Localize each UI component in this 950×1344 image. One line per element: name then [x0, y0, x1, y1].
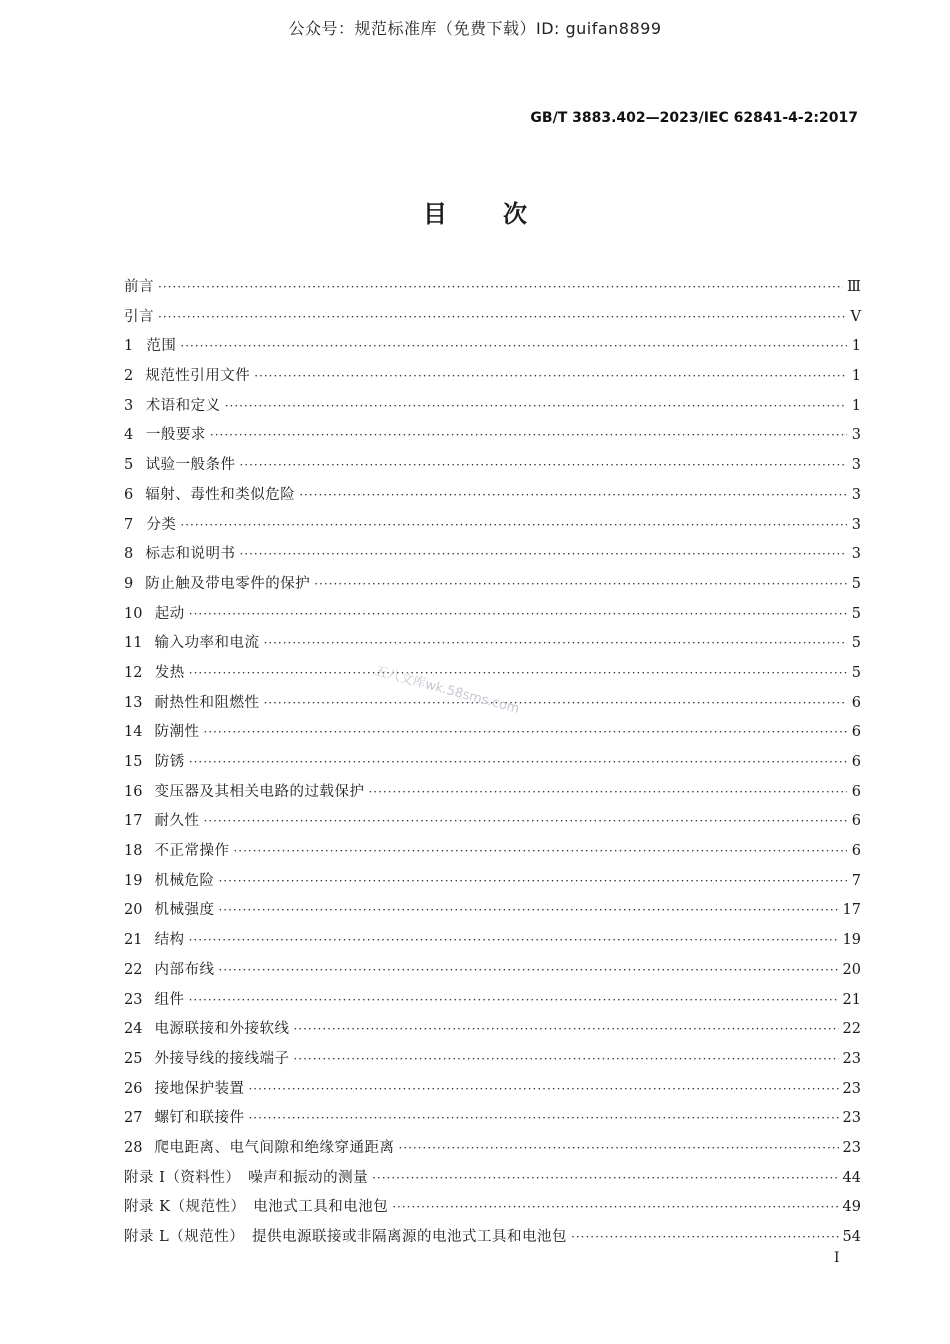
toc-entry[interactable] — [124, 362, 861, 392]
toc-entry-label: 起动 — [154, 605, 185, 622]
toc-entry[interactable] — [124, 1134, 861, 1164]
toc-leader-dots — [368, 778, 847, 808]
toc-entry-number: 1 — [124, 338, 134, 355]
toc-entry-page: 44 — [842, 1169, 861, 1186]
toc-entry[interactable] — [124, 629, 861, 659]
toc-entry-label: 内部布线 — [154, 961, 215, 978]
toc-entry[interactable] — [124, 926, 861, 956]
toc-entry-label: 爬电距离、电气间隙和绝缘穿通距离 — [154, 1139, 395, 1156]
toc-leader-dots — [571, 1223, 839, 1253]
toc-entry-label: 机械强度 — [154, 902, 215, 919]
toc-leader-dots — [189, 986, 839, 1016]
toc-entry-page: 49 — [842, 1199, 861, 1216]
toc-leader-dots — [189, 600, 847, 630]
toc-entry-page: 3 — [851, 546, 861, 563]
toc-entry-label: 不正常操作 — [154, 843, 230, 860]
toc-entry-page: 20 — [842, 961, 861, 978]
toc-entry[interactable] — [124, 332, 861, 362]
toc-entry[interactable] — [124, 1223, 861, 1253]
toc-entry-page: 17 — [842, 902, 861, 919]
toc-entry-number: 7 — [124, 516, 134, 533]
toc-entry-label: 规范性引用文件 — [145, 368, 251, 385]
toc-entry-number: 15 — [124, 754, 143, 770]
toc-entry-number: 22 — [124, 961, 143, 978]
toc-entry-label: 试验一般条件 — [145, 457, 236, 474]
toc-leader-dots — [293, 1015, 838, 1045]
toc-entry-label: 一般要求 — [145, 427, 206, 444]
toc-entry-page: 1 — [851, 338, 861, 355]
toc-entry-label: 防潮性 — [154, 724, 200, 741]
toc-entry-label: 附录 I（资料性） 噪声和振动的测量 — [124, 1169, 369, 1186]
toc-leader-dots — [218, 896, 838, 926]
toc-entry[interactable] — [124, 1164, 861, 1194]
toc-entry-number: 21 — [124, 932, 143, 949]
toc-entry[interactable] — [124, 867, 861, 897]
toc-entry-page: 6 — [851, 694, 861, 711]
toc-entry-label: 标志和说明书 — [145, 546, 236, 563]
toc-entry-label: 辐射、毒性和类似危险 — [145, 486, 296, 503]
toc-entry-label: 前言 — [124, 279, 154, 295]
toc-entry[interactable] — [124, 896, 861, 926]
toc-entry-page: 22 — [842, 1021, 861, 1038]
toc-entry-number: 23 — [124, 991, 143, 1008]
toc-entry-number: 27 — [124, 1110, 143, 1127]
toc-entry[interactable] — [124, 273, 861, 303]
toc-entry-number: 26 — [124, 1080, 143, 1097]
toc-entry-page: 5 — [851, 575, 861, 592]
toc-entry-number: 8 — [124, 546, 134, 563]
toc-leader-dots — [225, 392, 847, 422]
toc-entry-number: 2 — [124, 368, 134, 385]
toc-entry-number: 14 — [124, 724, 143, 741]
toc-entry[interactable] — [124, 540, 861, 570]
toc-leader-dots — [372, 1164, 838, 1194]
toc-entry[interactable] — [124, 421, 861, 451]
toc-entry-number: 24 — [124, 1021, 143, 1038]
toc-entry-page: 5 — [851, 635, 861, 652]
toc-entry-label: 耐热性和阻燃性 — [154, 694, 260, 711]
toc-leader-dots — [203, 807, 847, 837]
toc-entry-page: 6 — [851, 813, 861, 830]
toc-entry-label: 输入功率和电流 — [154, 635, 260, 652]
toc-entry-number: 11 — [124, 635, 143, 652]
toc-entry-label: 机械危险 — [154, 872, 215, 889]
toc-entry-label: 分类 — [146, 516, 177, 533]
toc-entry-number: 9 — [124, 575, 134, 592]
toc-entry-label: 接地保护装置 — [154, 1080, 245, 1097]
toc-entry-number: 28 — [124, 1139, 143, 1156]
toc-leader-dots — [189, 926, 839, 956]
toc-entry-page: 3 — [851, 486, 861, 503]
toc-leader-dots — [210, 421, 847, 451]
page-number: Ⅰ — [834, 1250, 840, 1266]
toc-entry-page: 54 — [842, 1229, 861, 1245]
toc-entry-label: 电源联接和外接软线 — [154, 1021, 290, 1038]
toc-entry-number: 19 — [124, 872, 143, 889]
toc-entry[interactable] — [124, 956, 861, 986]
toc-entry-number: 6 — [124, 486, 134, 503]
toc-entry-page: 23 — [842, 1050, 861, 1067]
toc-entry[interactable] — [124, 481, 861, 511]
toc-leader-dots — [398, 1134, 838, 1164]
toc-leader-dots — [203, 718, 847, 748]
toc-entry-page: Ⅴ — [850, 308, 861, 325]
table-of-contents — [124, 273, 861, 1253]
toc-entry-number: 17 — [124, 813, 143, 830]
toc-entry-page: 7 — [851, 872, 861, 889]
toc-entry-label: 螺钉和联接件 — [154, 1110, 245, 1127]
toc-entry-page: 21 — [842, 991, 861, 1008]
toc-entry[interactable] — [124, 392, 861, 422]
toc-entry-label: 发热 — [154, 664, 185, 681]
toc-entry[interactable] — [124, 511, 861, 541]
toc-entry-page: 23 — [842, 1110, 861, 1127]
toc-leader-dots — [299, 481, 847, 511]
toc-entry[interactable] — [124, 748, 861, 778]
toc-entry-number: 3 — [124, 397, 134, 414]
toc-entry[interactable] — [124, 600, 861, 630]
toc-entry-page: 3 — [851, 516, 861, 533]
toc-entry-page: 6 — [851, 724, 861, 741]
toc-leader-dots — [293, 1045, 838, 1075]
toc-entry-number: 12 — [124, 664, 143, 681]
toc-entry[interactable] — [124, 778, 861, 808]
toc-leader-dots — [180, 332, 847, 362]
toc-leader-dots — [180, 511, 847, 541]
toc-entry-page: 6 — [851, 843, 861, 860]
toc-leader-dots — [392, 1193, 838, 1223]
toc-entry-page: Ⅲ — [847, 279, 861, 295]
toc-entry[interactable] — [124, 1075, 861, 1105]
toc-entry-label: 外接导线的接线端子 — [154, 1050, 290, 1067]
toc-leader-dots — [233, 837, 847, 867]
toc-entry-page: 1 — [851, 368, 861, 385]
standard-code: GB/T 3883.402—2023/IEC 62841-4-2:2017 — [530, 110, 858, 126]
toc-entry-page: 6 — [851, 754, 861, 770]
toc-leader-dots — [189, 659, 847, 689]
toc-leader-dots — [239, 451, 847, 481]
toc-entry-number: 10 — [124, 605, 143, 622]
toc-entry-page: 6 — [851, 783, 861, 800]
toc-entry-page: 3 — [851, 457, 861, 474]
toc-entry-number: 18 — [124, 843, 143, 860]
toc-leader-dots — [218, 867, 847, 897]
toc-entry-label: 范围 — [146, 338, 177, 355]
toc-entry-page: 1 — [851, 397, 861, 414]
toc-leader-dots — [239, 540, 847, 570]
toc-entry-label: 防止触及带电零件的保护 — [145, 575, 311, 592]
toc-leader-dots — [263, 629, 847, 659]
toc-entry[interactable] — [124, 986, 861, 1016]
toc-entry-label: 防锈 — [154, 754, 185, 770]
toc-entry[interactable] — [124, 1104, 861, 1134]
toc-entry-page: 23 — [842, 1139, 861, 1156]
toc-entry-page: 23 — [842, 1080, 861, 1097]
toc-entry-label: 耐久性 — [154, 813, 200, 830]
toc-entry[interactable] — [124, 1193, 861, 1223]
toc-entry[interactable] — [124, 1015, 861, 1045]
toc-entry[interactable] — [124, 807, 861, 837]
toc-leader-dots — [248, 1075, 838, 1105]
toc-entry[interactable] — [124, 659, 861, 689]
toc-entry-label: 附录 K（规范性） 电池式工具和电池包 — [124, 1199, 389, 1216]
toc-entry-number: 5 — [124, 457, 134, 474]
toc-entry[interactable] — [124, 570, 861, 600]
page-title: 目次 — [423, 200, 583, 228]
toc-entry-label: 术语和定义 — [145, 397, 221, 414]
toc-entry-number: 20 — [124, 902, 143, 919]
toc-entry-page: 5 — [851, 605, 861, 622]
toc-leader-dots — [254, 362, 847, 392]
toc-entry[interactable] — [124, 1045, 861, 1075]
toc-entry-label: 组件 — [154, 991, 185, 1008]
toc-entry[interactable] — [124, 837, 861, 867]
toc-leader-dots — [218, 956, 838, 986]
toc-entry-number: 4 — [124, 427, 134, 444]
toc-entry-number: 16 — [124, 783, 143, 800]
toc-leader-dots — [158, 273, 843, 303]
toc-entry-label: 附录 L（规范性） 提供电源联接或非隔离源的电池式工具和电池包 — [124, 1229, 567, 1245]
toc-entry-number: 25 — [124, 1050, 143, 1067]
toc-leader-dots — [189, 748, 847, 778]
toc-entry-number: 13 — [124, 694, 143, 711]
toc-entry-label: 结构 — [154, 932, 185, 949]
toc-entry-page: 5 — [851, 664, 861, 681]
toc-entry[interactable] — [124, 718, 861, 748]
toc-entry-page: 3 — [851, 427, 861, 444]
toc-leader-dots — [314, 570, 847, 600]
toc-entry-label: 变压器及其相关电路的过载保护 — [154, 783, 365, 800]
toc-leader-dots — [158, 303, 847, 333]
toc-leader-dots — [248, 1104, 838, 1134]
toc-entry[interactable] — [124, 303, 861, 333]
toc-entry[interactable] — [124, 451, 861, 481]
toc-entry-page: 19 — [842, 932, 861, 949]
toc-leader-dots — [263, 689, 847, 719]
header-watermark: 公众号：规范标准库（免费下载）ID: guifan8899 — [288, 19, 662, 38]
toc-entry-label: 引言 — [124, 308, 154, 325]
site-watermark: 五八文库wk.58sms.com — [373, 663, 521, 717]
